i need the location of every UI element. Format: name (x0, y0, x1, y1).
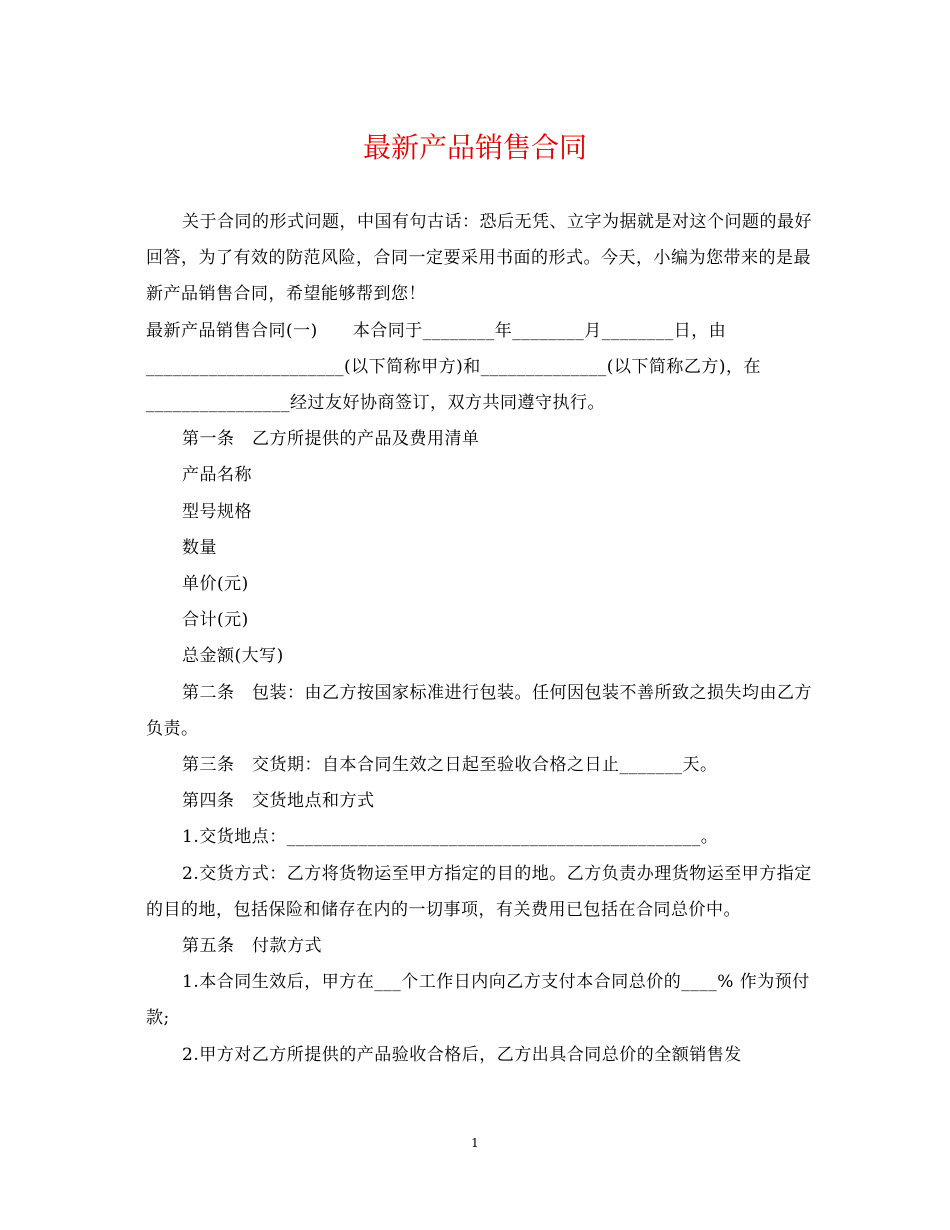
total-amount-label: 总金额(大写) (182, 646, 284, 667)
model-spec-label: 型号规格 (182, 501, 252, 522)
article-4-heading: 第四条 交货地点和方式 (182, 791, 375, 812)
delivery-location-paragraph: 1.交货地点：______________________________________________。 (182, 827, 719, 848)
payment-clause-1: 1.本合同生效后，甲方在___个工作日内向乙方支付本合同总价的____% 作为预付款; (146, 972, 810, 1029)
quantity-label: 数量 (182, 537, 217, 558)
article-3-paragraph: 第三条 交货期：自本合同生效之日起至验收合格之日止_______天。 (182, 755, 718, 776)
document-title: 最新产品销售合同 (362, 131, 587, 164)
unit-price-label: 单价(元) (182, 574, 249, 595)
article-5-heading: 第五条 付款方式 (182, 936, 322, 957)
article-1-heading: 第一条 乙方所提供的产品及费用清单 (182, 429, 480, 450)
document-body (146, 204, 812, 1073)
article-2-paragraph: 第二条 包装：由乙方按国家标准进行包装。任何因包装不善所致之损失均由乙方负责。 (146, 682, 812, 739)
subtotal-label: 合计(元) (182, 610, 249, 631)
page-number: 1 (471, 1136, 479, 1150)
contract-opening-paragraph: 最新产品销售合同(一) 本合同于________年________月________日，由______________________(以下简称甲方)和______________(以下简称乙方)，在________________经过友好协商签订，双方共同遵守执行。 (146, 320, 762, 414)
intro-paragraph: 关于合同的形式问题，中国有句古话：恐后无凭、立字为据就是对这个问题的最好回答，为了有效的防范风险，合同一定要采用书面的形式。今天，小编为您带来的是最新产品销售合同，希望能够帮到您！ (146, 212, 812, 305)
delivery-method-paragraph: 2.交货方式：乙方将货物运至甲方指定的目的地。乙方负责办理货物运至甲方指定的目的地，包括保险和储存在内的一切事项，有关费用已包括在合同总价中。 (146, 863, 812, 920)
payment-clause-2: 2.甲方对乙方所提供的产品验收合格后，乙方出具合同总价的全额销售发 (182, 1044, 742, 1065)
product-name-label: 产品名称 (182, 465, 252, 486)
